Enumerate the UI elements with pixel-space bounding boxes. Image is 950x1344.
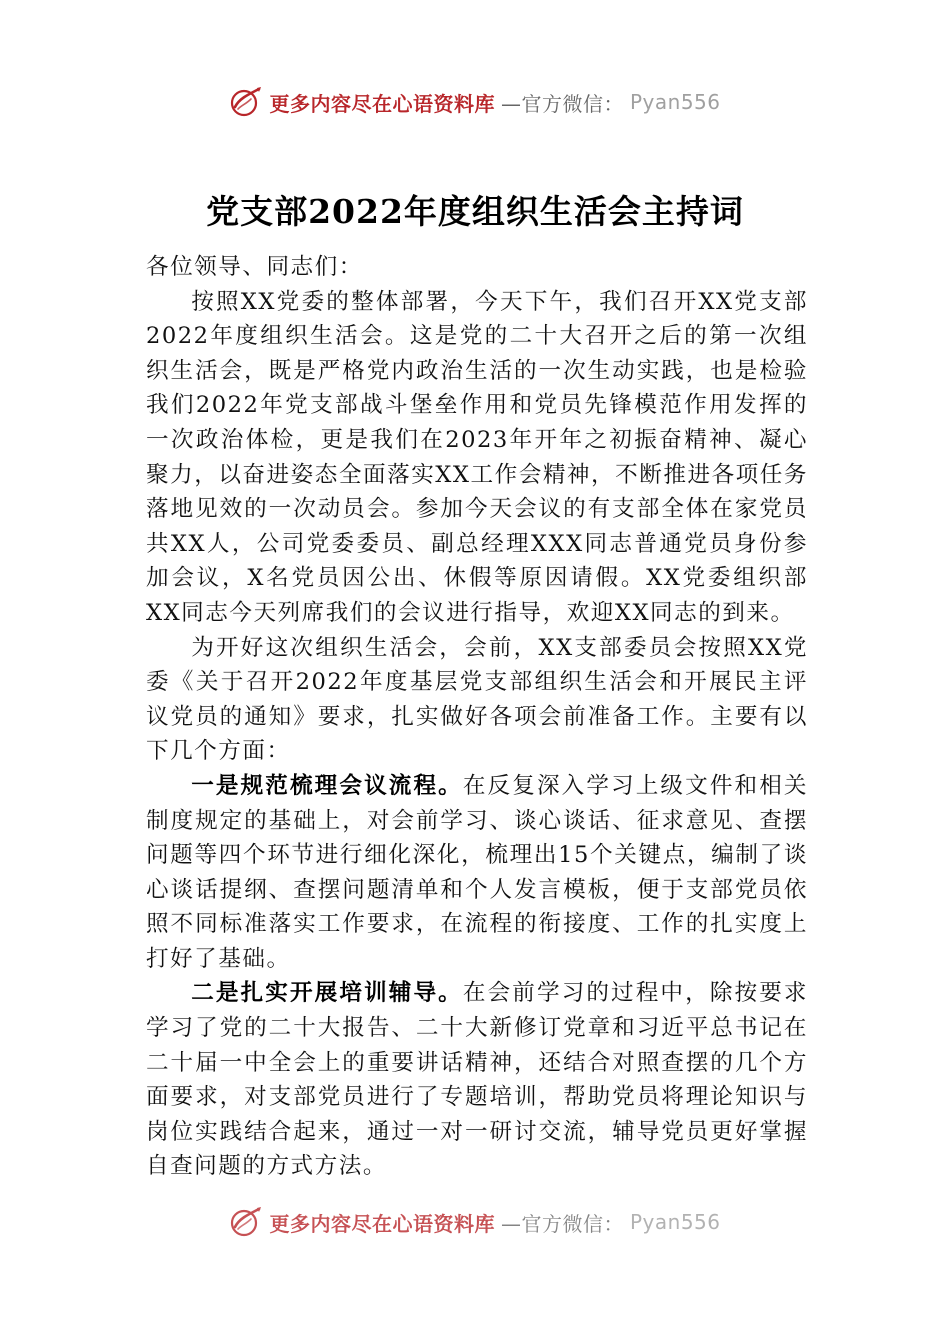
paragraph-point-two bbox=[146, 976, 808, 1184]
point-two-body: 在会前学习的过程中，除按要求学习了党的二十大报告、二十大新修订党章和习近平总书记在二十届一中全会上的重要讲话精神，还结合对照查摆的几个方面要求，对支部党员进行了专题培训，帮助党员将理论知识与岗位实践结合起来，通过一对一研讨交流，辅导党员更好掌握自查问题的方式方法。 bbox=[146, 980, 809, 1180]
watermark-text-id: Pyan556 bbox=[629, 1210, 721, 1234]
watermark-text-wechat: —官方微信： bbox=[500, 1211, 624, 1236]
header-watermark bbox=[0, 82, 950, 122]
watermark-text-wechat: —官方微信： bbox=[500, 91, 624, 116]
pen-logo-icon bbox=[229, 1205, 263, 1239]
pen-logo-icon bbox=[229, 85, 263, 119]
paragraph-preparation: 为开好这次组织生活会，会前，XX支部委员会按照XX党委《关于召开2022年度基层党支部组织生活会和开展民主评议党员的通知》要求，扎实做好各项会前准备工作。主要有以下几个方面： bbox=[146, 634, 808, 765]
document-body bbox=[146, 250, 808, 1184]
watermark-text-library: 更多内容尽在心语资料库 bbox=[269, 1211, 495, 1236]
watermark-text-id: Pyan556 bbox=[629, 90, 721, 114]
point-one-body: 在反复深入学习上级文件和相关制度规定的基础上，对会前学习、谈心谈话、征求意见、查摆问题等四个环节进行细化深化，梳理出15个关键点，编制了谈心谈话提纲、查摆问题清单和个人发言模板，便于支部党员依照不同标准落实工作要求，在流程的衔接度、工作的扎实度上打好了基础。 bbox=[146, 772, 809, 972]
point-two-heading: 二是扎实开展培训辅导。 bbox=[191, 980, 463, 1007]
footer-watermark bbox=[0, 1204, 950, 1240]
salutation: 各位领导、同志们： bbox=[146, 254, 363, 280]
point-one-heading: 一是规范梳理会议流程。 bbox=[191, 772, 463, 799]
paragraph-opening: 按照XX党委的整体部署，今天下午，我们召开XX党支部2022年度组织生活会。这是党的二十大召开之后的第一次组织生活会，既是严格党内政治生活的一次生动实践，也是检验我们2022年党支部战斗堡垒作用和党员先锋模范作用发挥的一次政治体检，更是我们在2023年开年之初振奋精神、凝心聚力，以奋进姿态全面落实XX工作会精神，不断推进各项任务落地见效的一次动员会。参加今天会议的有支部全体在家党员共XX人，公司党委委员、副总经理XXX同志普通党员身份参加会议，X名党员因公出、休假等原因请假。XX党委组织部XX同志今天列席我们的会议进行指导，欢迎XX同志的到来。 bbox=[146, 288, 808, 626]
document-title: 党支部2022年度组织生活会主持词 bbox=[206, 192, 744, 231]
watermark-text-library: 更多内容尽在心语资料库 bbox=[269, 91, 495, 116]
paragraph-point-one bbox=[146, 769, 808, 977]
